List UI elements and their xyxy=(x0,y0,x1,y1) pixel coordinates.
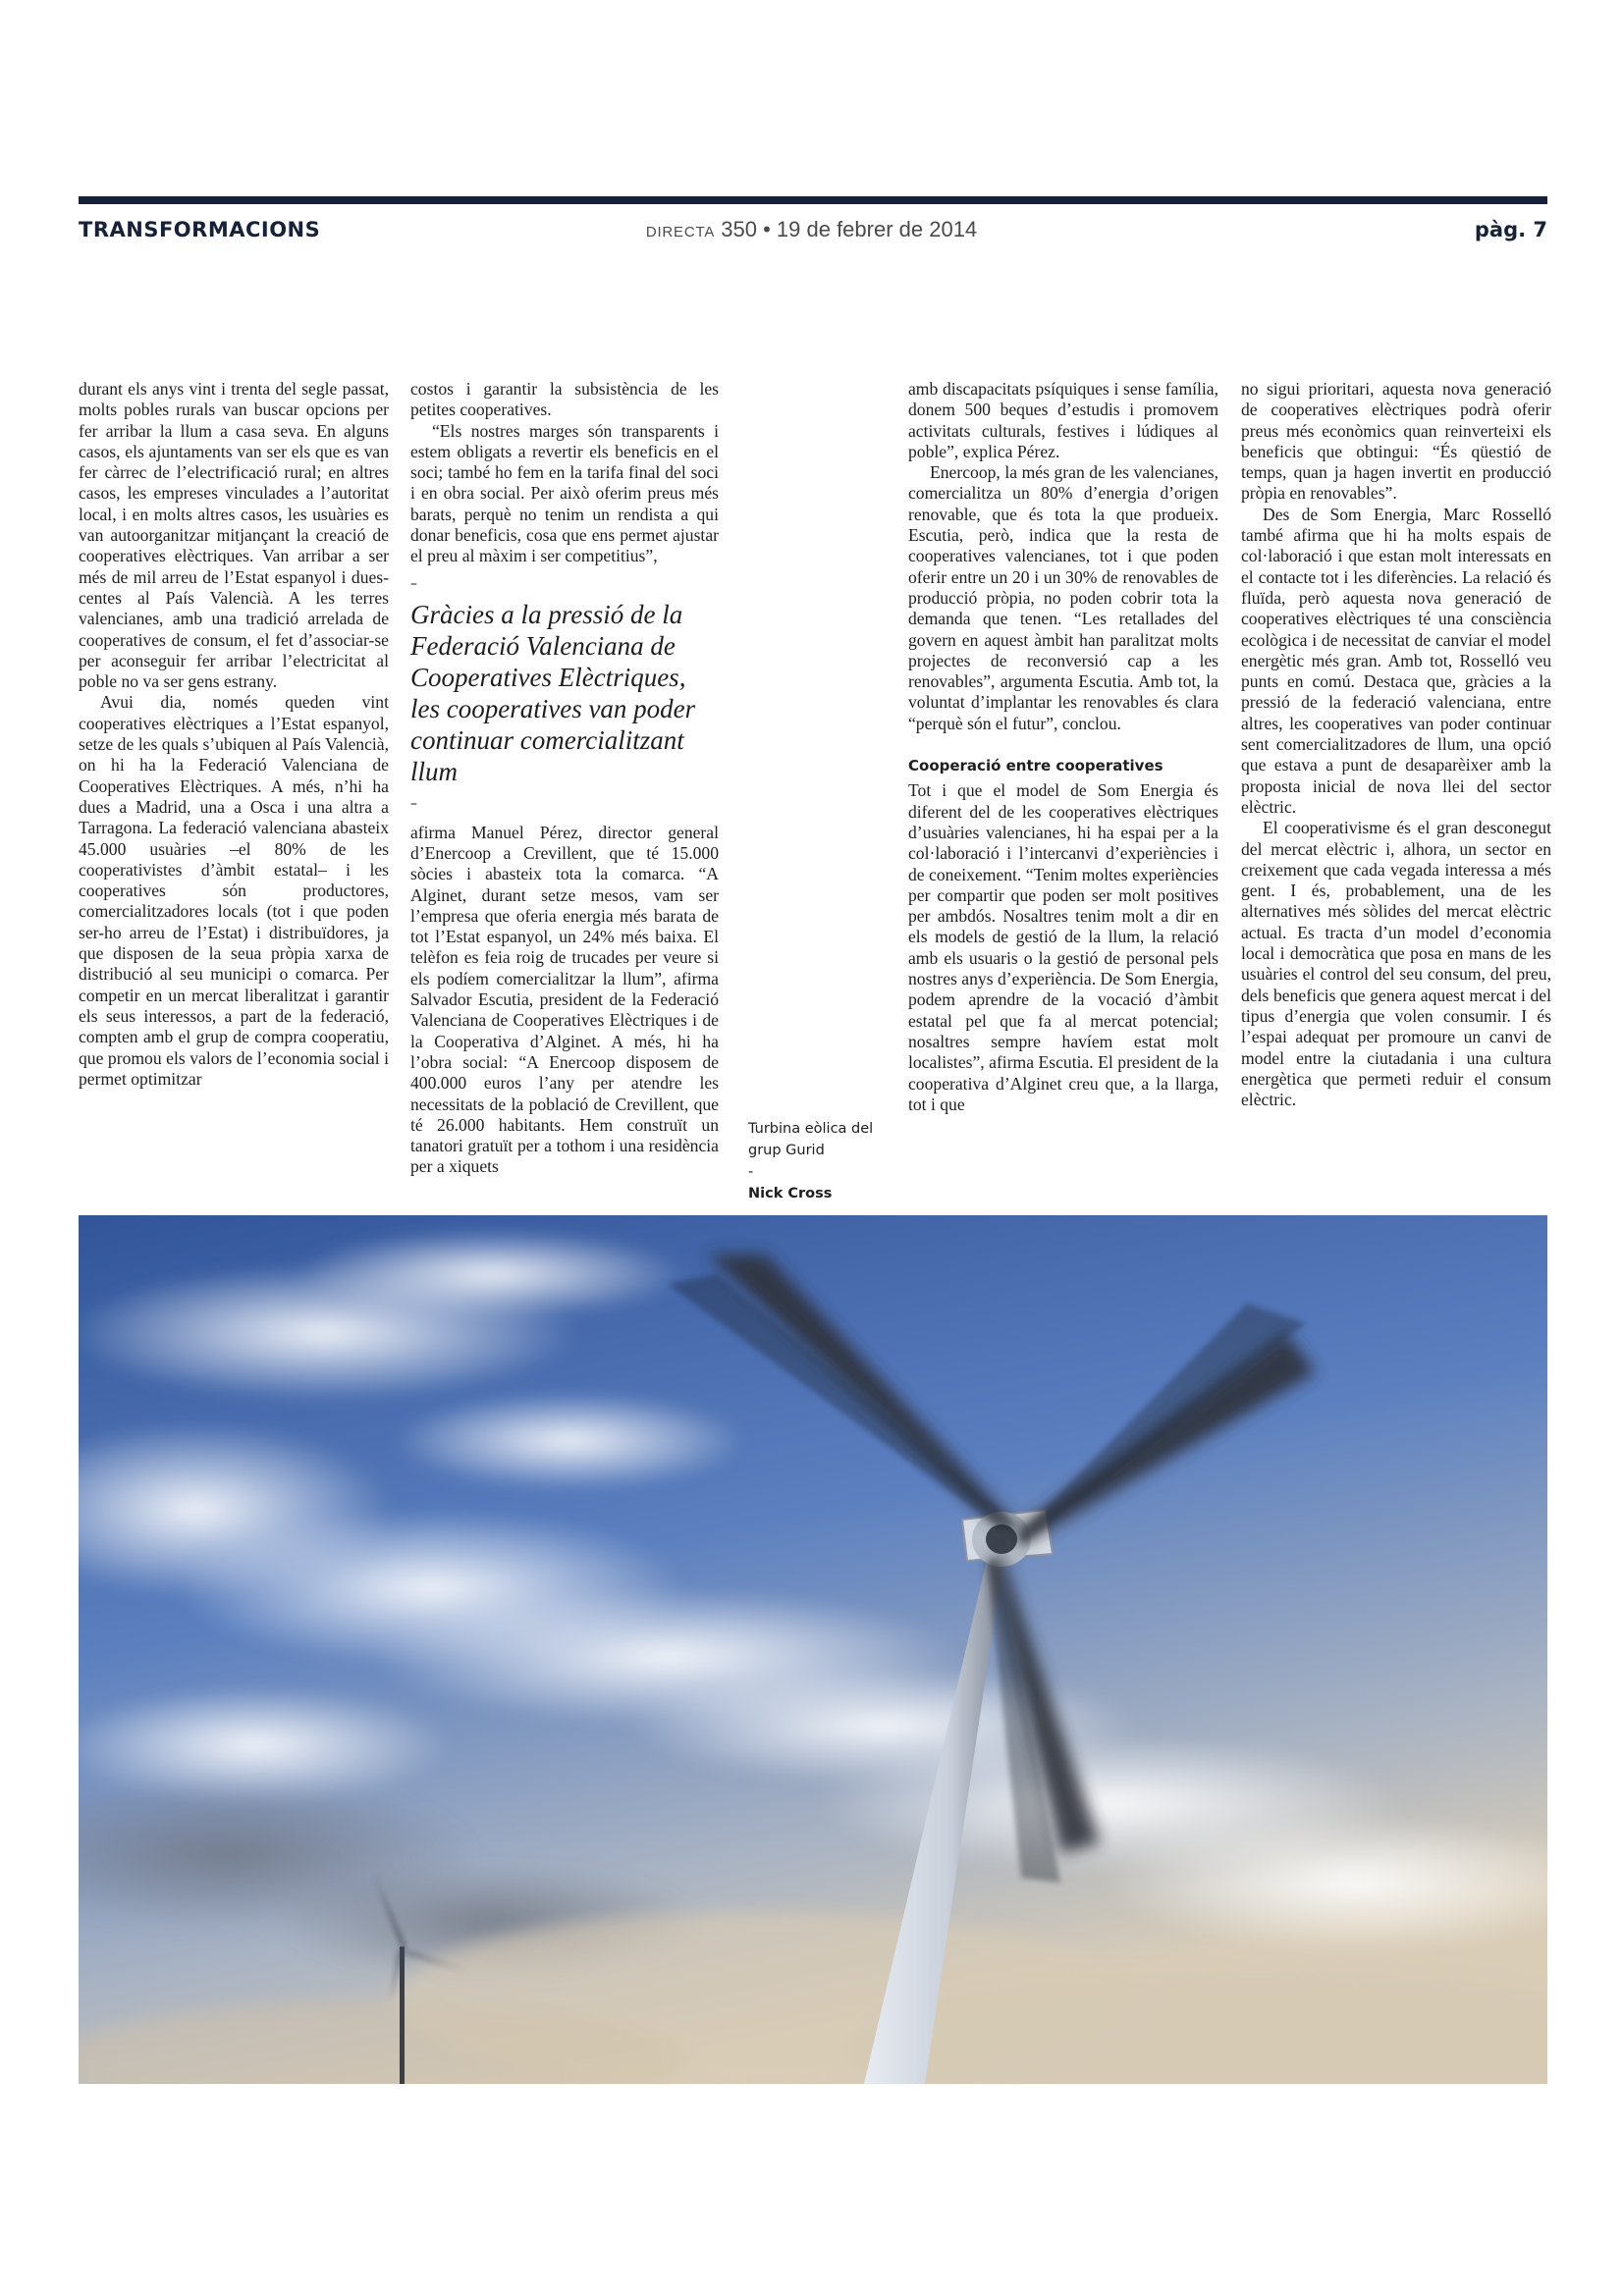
paragraph: Avui dia, només queden vint cooperatives elèctriques a l’Estat espanyol, setze de les quals s’ubiquen al País Valencià, on hi ha la Federació Valenciana de Cooperatives Elèctriques. A més, n’hi ha dues a Madrid, una a Osca i una altra a Tarragona. La federació valenciana abasteix 45.000 usuàries –el 80% de les cooperativistes d’àmbit estatal– i les cooperatives són productores, comercialitzadores locals (tot i que poden ser-ho arreu de l’Estat) i distribuïdores, ja que disposen de la seua pròpia xarxa de distribució al seu municipi o comarca. Per competir en un mercat liberalitzat i garantir els seus interessos, a part de la federació, compten amb el grup de compra cooperatiu, que promou els valors de l’economia social i permet optimitzar xyxy=(79,692,389,1089)
paragraph: “Els nostres marges són transparents i estem obligats a revertir els beneficis en el soci; també ho fem en la tarifa final del soci i en obra social. Per això oferim preus més barats, perquè no tenim un rendista a qui donar beneficis, cosa que ens permet ajustar el preu al màxim i ser competitius”, xyxy=(410,420,719,566)
photo-caption xyxy=(748,1118,895,1204)
paragraph: amb discapacitats psíquiques i sense família, donem 500 beques d’estudis i promovem activitats culturals, festives i lúdiques al poble”, explica Pérez. xyxy=(908,379,1218,461)
wind-turbine-illustration xyxy=(79,1215,1547,2084)
wind-turbine-photo xyxy=(79,1215,1547,2084)
paragraph: costos i garantir la subsistència de les petites cooperatives. xyxy=(410,379,719,420)
section-title: TRANSFORMACIONS xyxy=(79,218,321,241)
article-column-2 xyxy=(410,379,719,1178)
caption-text: Turbina eòlica del grup Gurid xyxy=(748,1121,874,1158)
pull-quote-dash-top: – xyxy=(410,575,417,592)
photo-credit: Nick Cross xyxy=(748,1186,833,1201)
issue-info xyxy=(0,214,1623,245)
paragraph: afirma Manuel Pérez, director general d’Enercoop a Crevillent, que té 15.000 sòcies i abasteix tota la comarca. “A Alginet, durant setze mesos, vam ser l’empresa que oferia energia més barata de tot l’Estat espanyol, un 24% més baixa. El telèfon es feia roig de trucades per veure si els podíem comercialitzar la llum”, afirma Salvador Escutia, president de la Federació Valenciana de Cooperatives Elèctriques i de la Cooperativa d’Alginet. A més, hi ha l’obra social: “A Enercoop disposem de 400.000 euros l’any per atendre les necessitats de la població de Crevillent, que té 26.000 habitants. Hem construït un tanatori gratuït per a tothom i una residència per a xiquets xyxy=(410,822,719,1177)
subheading: Cooperació entre cooperatives xyxy=(908,757,1163,775)
page-number: pàg. 7 xyxy=(1474,218,1547,241)
paragraph: durant els anys vint i trenta del segle passat, molts pobles rurals van buscar opcions per fer arribar la llum a casa seva. En alguns casos, els ajuntaments van ser els que es van fer càrrec de l’electrificació rural; en altres casos, les empreses vinculades a l’autoritat local, i en molts altres casos, les usuàries es van autoorganitzar mitjançant la creació de cooperatives elèctriques. Van arribar a ser més de mil arreu de l’Estat espanyol i dues-centes al País Valencià. A les terres valencianes, amb una tradició arrelada de cooperatives de consum, el fet d’associar-se per aconseguir fer arribar l’electricitat al poble no va ser gens estrany. xyxy=(79,379,389,692)
article-column-3 xyxy=(908,379,1218,1115)
paragraph: El cooperativisme és el gran desconegut del mercat elèctric i, alhora, un sector en creixement que cada vegada interessa a més gent. I és, probablement, una de les alternatives més sòlides del mercat elèctric actual. Es tracta d’un model d’economia local i democràtica que posa en mans de les usuàries el control del seu consum, del preu, dels beneficis que genera aquest mercat i del tipus d’energia que volen consumir. I és l’espai adequat per promoure un canvi de model entre la ciutadania i una cultura energètica que permeti reduir el consum elèctric. xyxy=(1241,818,1551,1110)
pull-quote-dash-bottom: – xyxy=(410,795,417,812)
pull-quote-text: Gràcies a la pressió de la Federació Valenciana de Cooperatives Elèctriques, les cooperatives van poder continuar comercialitzant llum xyxy=(410,599,696,786)
article-column-4 xyxy=(1241,379,1551,1110)
paragraph: Enercoop, la més gran de les valencianes, comercialitza un 80% d’energia d’origen renovable, que és tota la que produeix. Escutia, però, indica que la resta de cooperatives valencianes, tot i que poden oferir entre un 20 i un 30% de renovables de producció pròpia, no poden cobrir tota la demanda que tenen. “Les retallades del govern en aquest àmbit han paralitzat molts projectes de reconversió cap a les renovables”, argumenta Escutia. Amb tot, la voluntat d’implantar les renovables és clara “perquè són el futur”, conclou. xyxy=(908,462,1218,733)
header-rule xyxy=(79,196,1547,204)
issue-date: 350 • 19 de febrer de 2014 xyxy=(721,217,978,241)
paragraph: Des de Som Energia, Marc Rosselló també afirma que hi ha molts espais de col·laboració i que estan molt interessats en el contacte tot i les diferències. La relació és fluïda, però aquesta nova generació de cooperatives elèctriques té una consciència ecològica i de necessitat de canviar el model energètic més gran. Amb tot, Rosselló veu punts en comú. Destaca que, gràcies a la pressió de la federació valenciana, entre altres, les cooperatives van poder continuar sent comercialitzadores de llum, una opció que estava a punt de desaparèixer amb la proposta inicial de nova llei del sector elèctric. xyxy=(1241,504,1551,817)
publication-name: DIRECTA xyxy=(645,224,716,240)
article-column-1 xyxy=(79,379,389,1090)
paragraph: no sigui prioritari, aquesta nova generació de cooperatives elèctriques podrà oferir preus més econòmics quan reinverteixi els beneficis que obtingui: “És qüestió de temps, quan ja hagen invertit en producció pròpia en renovables”. xyxy=(1241,379,1551,504)
paragraph: Tot i que el model de Som Energia és diferent del de les cooperatives elèctriques d’usuàries valencianes, hi ha espai per a la col·laboració i l’intercanvi d’experiències i de coneixement. “Tenim moltes experiències per compartir que poden ser molt positives per ambdós. Nosaltres tenim molt a dir en els models de gestió de la llum, la relació amb els usuaris o la gestió de personal pels nostres anys d’experiència. De Som Energia, podem aprendre de la vocació d’àmbit estatal pel que fa al mercat potencial; nosaltres sempre havíem estat molt localistes”, afirma Escutia. El president de la cooperativa d’Alginet creu que, a la llarga, tot i que xyxy=(908,780,1218,1114)
caption-dash: - xyxy=(748,1164,754,1180)
pull-quote xyxy=(410,577,719,811)
